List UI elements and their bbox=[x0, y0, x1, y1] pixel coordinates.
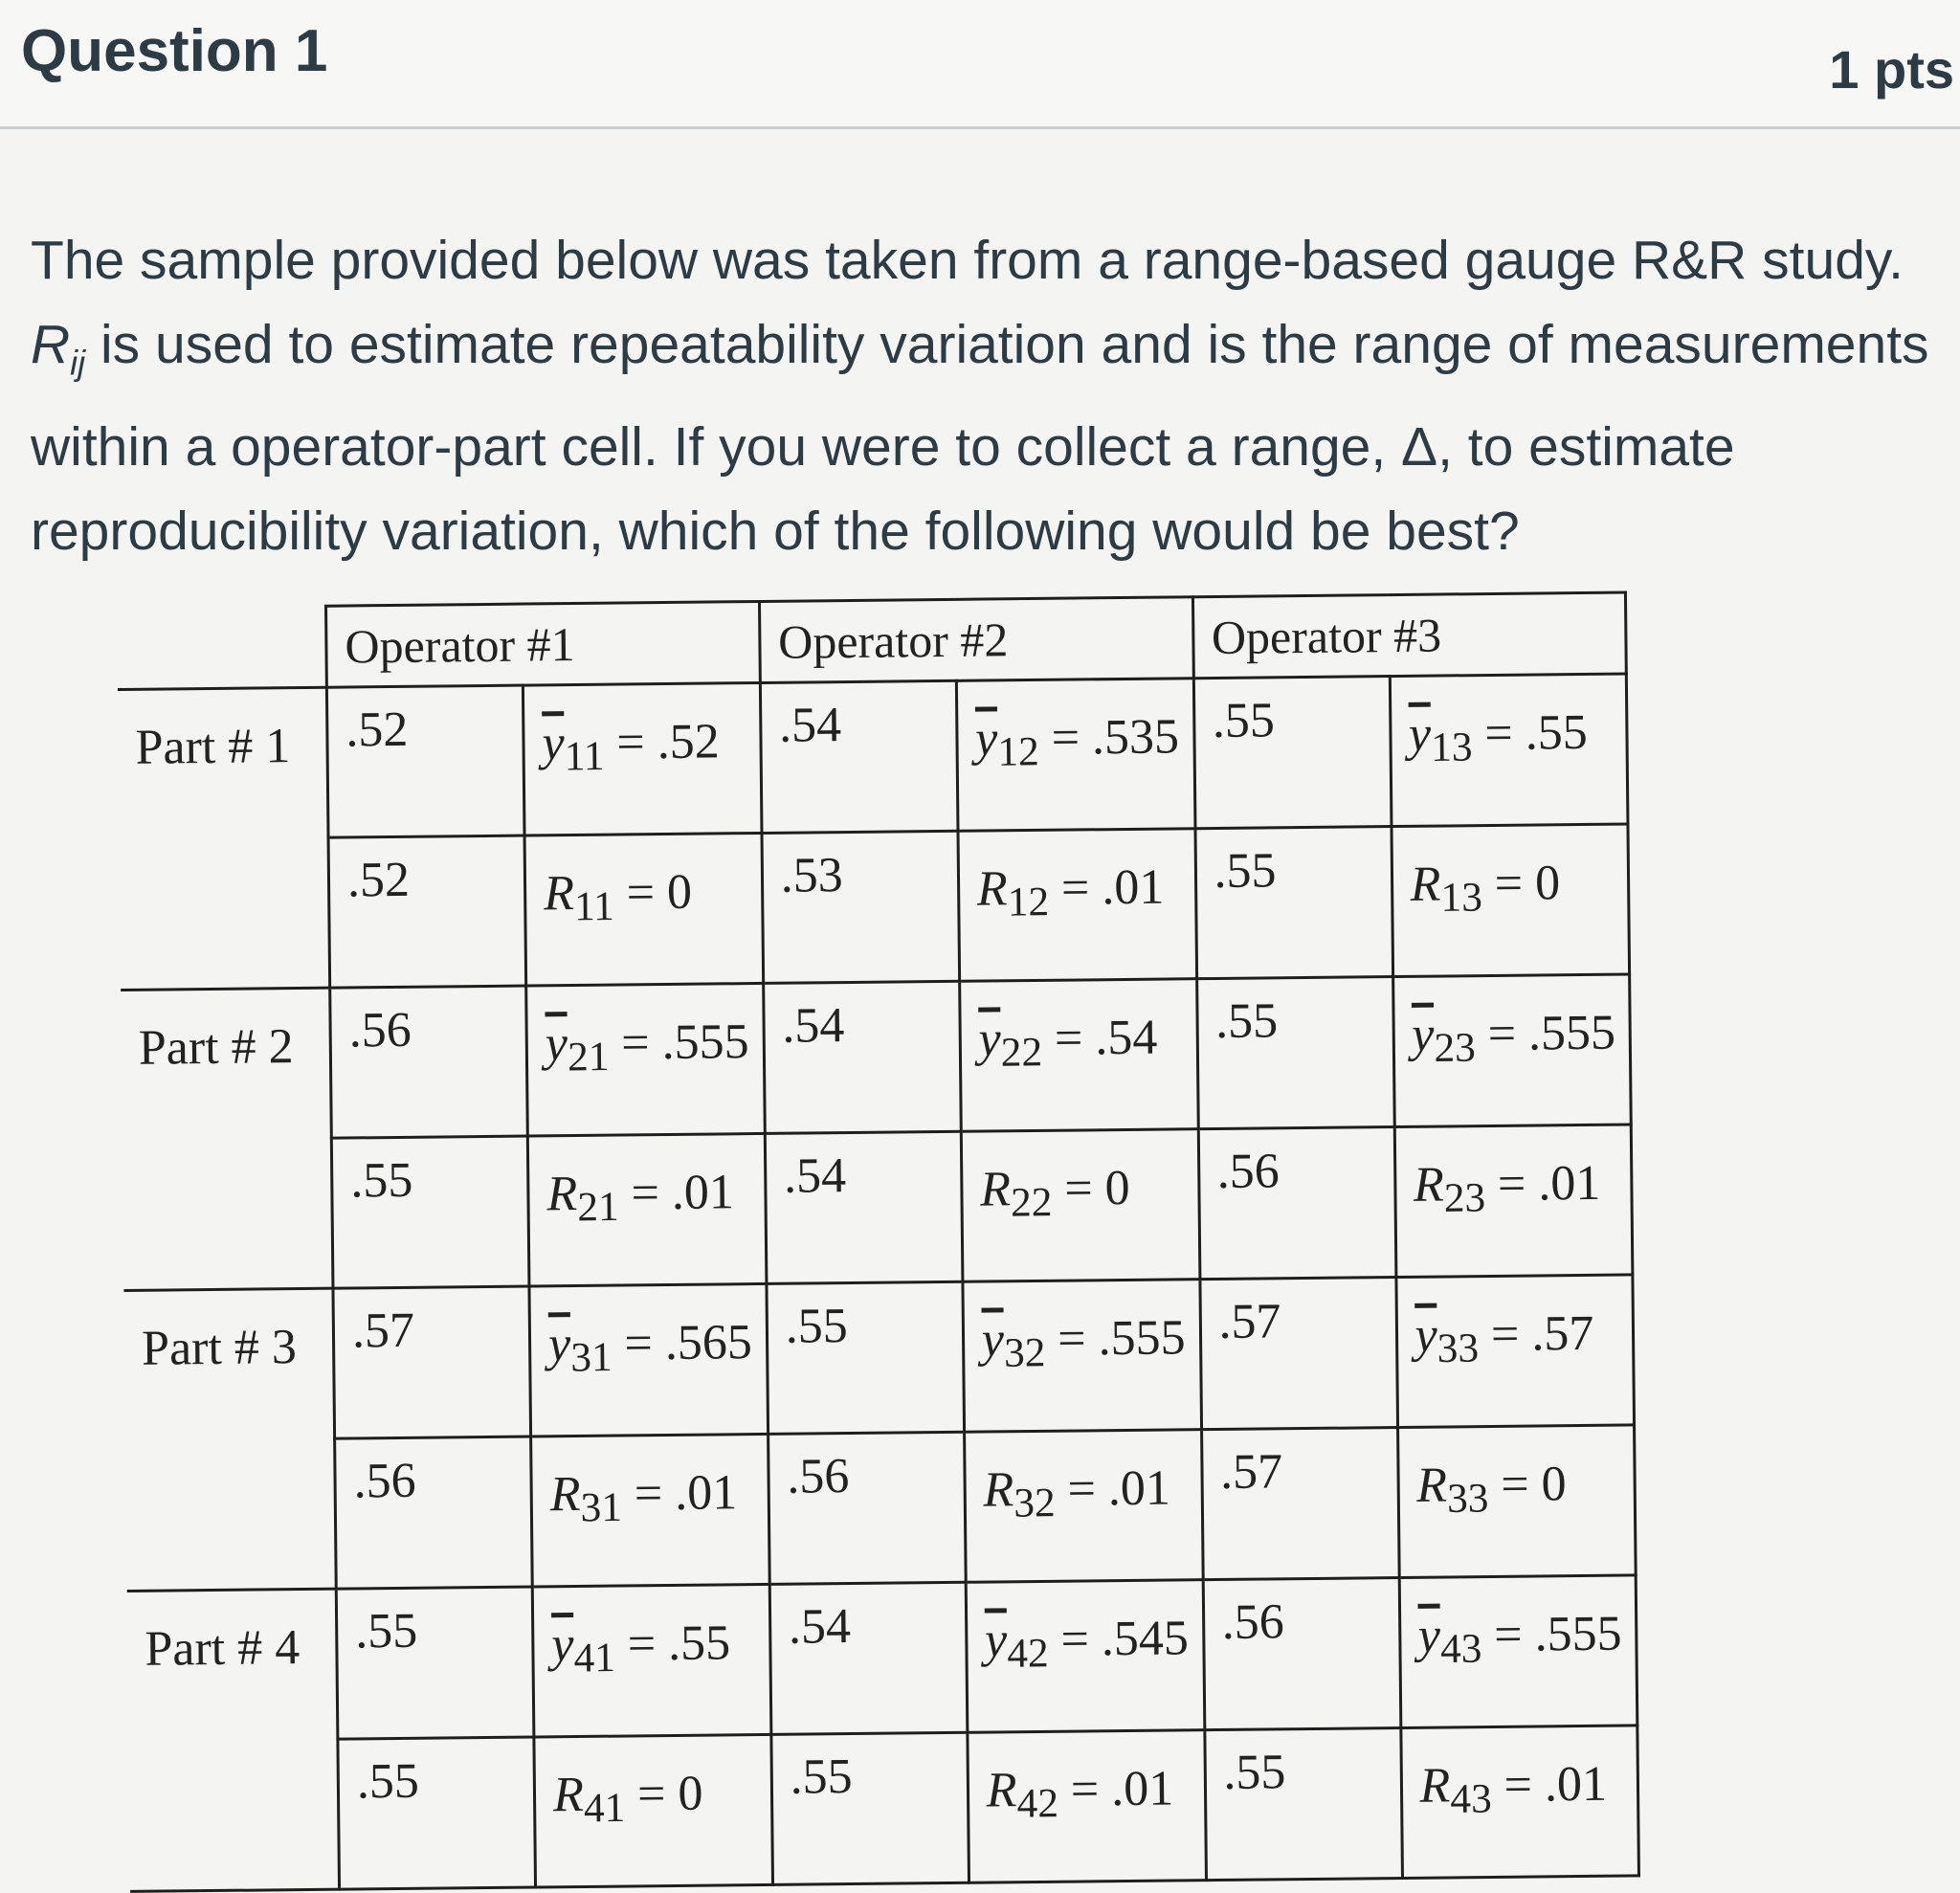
range-value: 0 bbox=[1534, 856, 1561, 911]
equals-sign: = bbox=[1481, 856, 1536, 912]
part-label-2: Part # 2 bbox=[121, 988, 333, 1290]
range-value: .01 bbox=[1102, 859, 1165, 916]
ybar-subscript: 11 bbox=[564, 733, 605, 780]
question-header bbox=[0, 0, 1960, 129]
ybar-subscript: 23 bbox=[1434, 1024, 1477, 1072]
measurement-cell: .57 bbox=[333, 1286, 531, 1438]
ybar-subscript: 32 bbox=[1003, 1329, 1046, 1376]
table-row bbox=[125, 1425, 1636, 1592]
range-subscript: 42 bbox=[1016, 1780, 1059, 1827]
measurement-cell: .56 bbox=[1203, 1578, 1401, 1730]
equals-sign: = bbox=[624, 1766, 679, 1822]
range-value: .01 bbox=[1544, 1756, 1608, 1813]
cell-range bbox=[958, 829, 1196, 982]
equals-sign: = bbox=[1481, 1607, 1535, 1663]
operator-header-2: Operator #2 bbox=[759, 597, 1193, 683]
ybar-value: .555 bbox=[1098, 1310, 1186, 1367]
equals-sign: = bbox=[614, 1616, 669, 1672]
question-prompt bbox=[31, 218, 1935, 573]
prompt-part1: The sample provided below was taken from a range-based gauge R&R study. bbox=[31, 230, 1904, 291]
measurement-cell: .57 bbox=[1199, 1278, 1397, 1430]
ybar-value: .55 bbox=[1525, 704, 1589, 761]
cell-average bbox=[523, 682, 761, 835]
ybar-symbol: $\overline{y}$ bbox=[1411, 1007, 1435, 1062]
measurement-cell: .55 bbox=[338, 1737, 536, 1889]
cell-average bbox=[963, 1280, 1201, 1433]
ybar-value: .535 bbox=[1091, 709, 1180, 766]
range-value: .01 bbox=[1107, 1460, 1171, 1517]
ybar-subscript: 22 bbox=[1000, 1029, 1043, 1076]
question-points: 1 pts bbox=[1829, 39, 1954, 100]
corner-cell bbox=[117, 606, 326, 689]
equals-sign: = bbox=[1478, 1306, 1532, 1363]
measurement-cell: .55 bbox=[1193, 677, 1392, 829]
range-value: 0 bbox=[1541, 1457, 1567, 1512]
range-symbol: R bbox=[986, 1763, 1017, 1818]
table-row bbox=[123, 1275, 1634, 1441]
measurement-cell: .55 bbox=[336, 1587, 534, 1739]
equals-sign: = bbox=[604, 715, 657, 770]
range-subscript: 11 bbox=[573, 882, 615, 930]
cell-average bbox=[966, 1580, 1204, 1733]
question-title: Question 1 bbox=[21, 18, 328, 84]
range-value: .01 bbox=[1538, 1155, 1601, 1212]
measurement-cell: .56 bbox=[768, 1432, 966, 1584]
cell-average bbox=[526, 983, 765, 1136]
ybar-symbol: $\overline{y}$ bbox=[542, 716, 565, 771]
equals-sign: = bbox=[1038, 710, 1093, 766]
cell-range bbox=[527, 1133, 766, 1286]
range-subscript: 21 bbox=[577, 1183, 619, 1231]
range-subscript: 13 bbox=[1440, 874, 1483, 921]
ybar-symbol: $\overline{y}$ bbox=[551, 1617, 574, 1673]
ybar-value: .565 bbox=[664, 1315, 753, 1371]
cell-average bbox=[959, 979, 1197, 1132]
range-symbol: R bbox=[983, 1462, 1014, 1518]
measurement-cell: .54 bbox=[760, 680, 958, 833]
range-symbol: R bbox=[1415, 1458, 1448, 1513]
measurement-cell: .55 bbox=[331, 1136, 529, 1288]
equals-sign: = bbox=[1051, 1161, 1105, 1216]
table-row bbox=[122, 1125, 1633, 1291]
cell-average bbox=[1390, 674, 1628, 827]
cell-average bbox=[1392, 974, 1631, 1127]
ybar-symbol: $\overline{y}$ bbox=[1414, 1307, 1437, 1363]
cell-range bbox=[961, 1129, 1199, 1282]
ybar-subscript: 13 bbox=[1430, 724, 1473, 771]
equals-sign: = bbox=[618, 1165, 673, 1221]
cell-range bbox=[1397, 1425, 1636, 1578]
cell-range bbox=[964, 1430, 1202, 1583]
range-symbol: R bbox=[552, 1767, 585, 1823]
prompt-r-sub: ij bbox=[70, 343, 86, 383]
range-symbol: R bbox=[976, 861, 1008, 917]
equals-sign: = bbox=[1472, 705, 1526, 762]
range-value: .01 bbox=[674, 1465, 738, 1521]
cell-average bbox=[1399, 1575, 1637, 1728]
part-label-1: Part # 1 bbox=[118, 687, 330, 990]
ybar-value: .57 bbox=[1530, 1305, 1594, 1362]
ybar-symbol: $\overline{y}$ bbox=[547, 1317, 571, 1372]
cell-average bbox=[956, 679, 1194, 832]
ybar-subscript: 41 bbox=[573, 1634, 616, 1681]
operator-header-row bbox=[117, 592, 1627, 690]
measurement-cell: .55 bbox=[767, 1281, 965, 1434]
measurement-cell: .57 bbox=[1201, 1428, 1399, 1580]
equals-sign: = bbox=[612, 1316, 666, 1371]
table-row bbox=[118, 674, 1628, 840]
cell-range bbox=[524, 833, 763, 986]
ybar-value: .555 bbox=[1534, 1606, 1622, 1662]
prompt-r-symbol: R bbox=[31, 314, 71, 375]
cell-average bbox=[529, 1283, 768, 1436]
measurement-cell: .56 bbox=[1198, 1127, 1396, 1280]
table-row bbox=[120, 824, 1630, 991]
equals-sign: = bbox=[621, 1465, 676, 1522]
ybar-value: .54 bbox=[1094, 1010, 1158, 1066]
table-row bbox=[127, 1575, 1637, 1742]
measurement-cell: .55 bbox=[1194, 827, 1392, 979]
equals-sign: = bbox=[1484, 1156, 1539, 1213]
equals-sign: = bbox=[1058, 1762, 1112, 1817]
ybar-value: .545 bbox=[1101, 1611, 1190, 1667]
cell-range bbox=[531, 1434, 769, 1587]
prompt-part2: is used to estimate repeatability variation and is the range of measurements within a operator-part cell. If you were to collect a range, Δ, to estimate reproducibility variation, which of the following would be best? bbox=[31, 314, 1929, 563]
ybar-value: .55 bbox=[667, 1615, 731, 1672]
range-value: 0 bbox=[666, 864, 693, 920]
range-symbol: R bbox=[1410, 857, 1441, 912]
range-symbol: R bbox=[543, 866, 575, 922]
equals-sign: = bbox=[1055, 1461, 1109, 1517]
range-subscript: 22 bbox=[1010, 1179, 1053, 1226]
measurement-cell: .54 bbox=[763, 981, 961, 1133]
measurement-cell: .54 bbox=[765, 1131, 963, 1283]
ybar-symbol: $\overline{y}$ bbox=[984, 1613, 1008, 1668]
range-subscript: 33 bbox=[1446, 1475, 1489, 1522]
measurement-cell: .54 bbox=[769, 1582, 968, 1734]
range-subscript: 31 bbox=[580, 1483, 623, 1531]
ybar-subscript: 21 bbox=[567, 1034, 610, 1080]
ybar-symbol: $\overline{y}$ bbox=[974, 711, 998, 767]
ybar-symbol: $\overline{y}$ bbox=[981, 1312, 1005, 1368]
measurement-cell: .55 bbox=[1196, 977, 1394, 1129]
measurement-cell: .55 bbox=[1204, 1728, 1402, 1881]
ybar-symbol: $\overline{y}$ bbox=[1408, 706, 1432, 762]
range-symbol: R bbox=[979, 1162, 1012, 1217]
equals-sign: = bbox=[1048, 1612, 1102, 1667]
measurement-cell: .53 bbox=[762, 831, 960, 983]
operator-header-1: Operator #1 bbox=[326, 601, 761, 687]
ybar-value: .555 bbox=[1527, 1005, 1616, 1061]
cell-range bbox=[968, 1730, 1206, 1883]
range-subscript: 41 bbox=[583, 1784, 626, 1832]
cell-range bbox=[534, 1734, 772, 1887]
range-value: 0 bbox=[1104, 1160, 1130, 1216]
range-subscript: 23 bbox=[1443, 1174, 1486, 1221]
ybar-subscript: 43 bbox=[1439, 1625, 1482, 1672]
measurement-cell: .55 bbox=[771, 1732, 969, 1884]
equals-sign: = bbox=[1491, 1757, 1546, 1814]
equals-sign: = bbox=[613, 864, 668, 921]
range-symbol: R bbox=[549, 1466, 581, 1523]
range-subscript: 12 bbox=[1007, 879, 1050, 925]
range-symbol: R bbox=[546, 1166, 578, 1222]
range-value: 0 bbox=[678, 1766, 703, 1821]
cell-average bbox=[532, 1584, 770, 1737]
cell-average bbox=[1395, 1275, 1634, 1428]
range-symbol: R bbox=[1413, 1157, 1444, 1213]
gauge-rr-table bbox=[117, 590, 1640, 1892]
equals-sign: = bbox=[1487, 1457, 1542, 1513]
range-value: .01 bbox=[1110, 1761, 1174, 1817]
range-symbol: R bbox=[1419, 1758, 1451, 1814]
table-row bbox=[128, 1726, 1638, 1892]
range-subscript: 32 bbox=[1013, 1480, 1056, 1526]
ybar-subscript: 42 bbox=[1007, 1630, 1049, 1677]
ybar-symbol: $\overline{y}$ bbox=[1417, 1608, 1441, 1663]
measurement-cell: .52 bbox=[326, 685, 524, 837]
equals-sign: = bbox=[1044, 1311, 1099, 1367]
operator-header-3: Operator #3 bbox=[1192, 592, 1627, 679]
equals-sign: = bbox=[1475, 1006, 1529, 1062]
range-value: .01 bbox=[671, 1165, 735, 1220]
part-label-3: Part # 3 bbox=[123, 1288, 336, 1591]
cell-range bbox=[1400, 1726, 1638, 1879]
range-subscript: 43 bbox=[1450, 1775, 1492, 1822]
equals-sign: = bbox=[608, 1015, 662, 1071]
table-row bbox=[121, 974, 1631, 1141]
equals-sign: = bbox=[1048, 860, 1102, 916]
cell-range bbox=[1394, 1125, 1633, 1278]
part-label-4: Part # 4 bbox=[127, 1589, 340, 1891]
measurement-cell: .52 bbox=[328, 835, 526, 988]
measurement-cell: .56 bbox=[335, 1436, 533, 1589]
ybar-symbol: $\overline{y}$ bbox=[978, 1012, 1001, 1067]
ybar-subscript: 33 bbox=[1437, 1325, 1480, 1371]
cell-range bbox=[1391, 824, 1629, 977]
ybar-value: .555 bbox=[661, 1014, 749, 1071]
ybar-subscript: 31 bbox=[570, 1334, 612, 1381]
ybar-value: .52 bbox=[657, 714, 720, 770]
ybar-subscript: 12 bbox=[997, 728, 1040, 775]
measurement-cell: .56 bbox=[330, 986, 528, 1138]
equals-sign: = bbox=[1041, 1011, 1096, 1066]
ybar-symbol: $\overline{y}$ bbox=[545, 1016, 568, 1072]
